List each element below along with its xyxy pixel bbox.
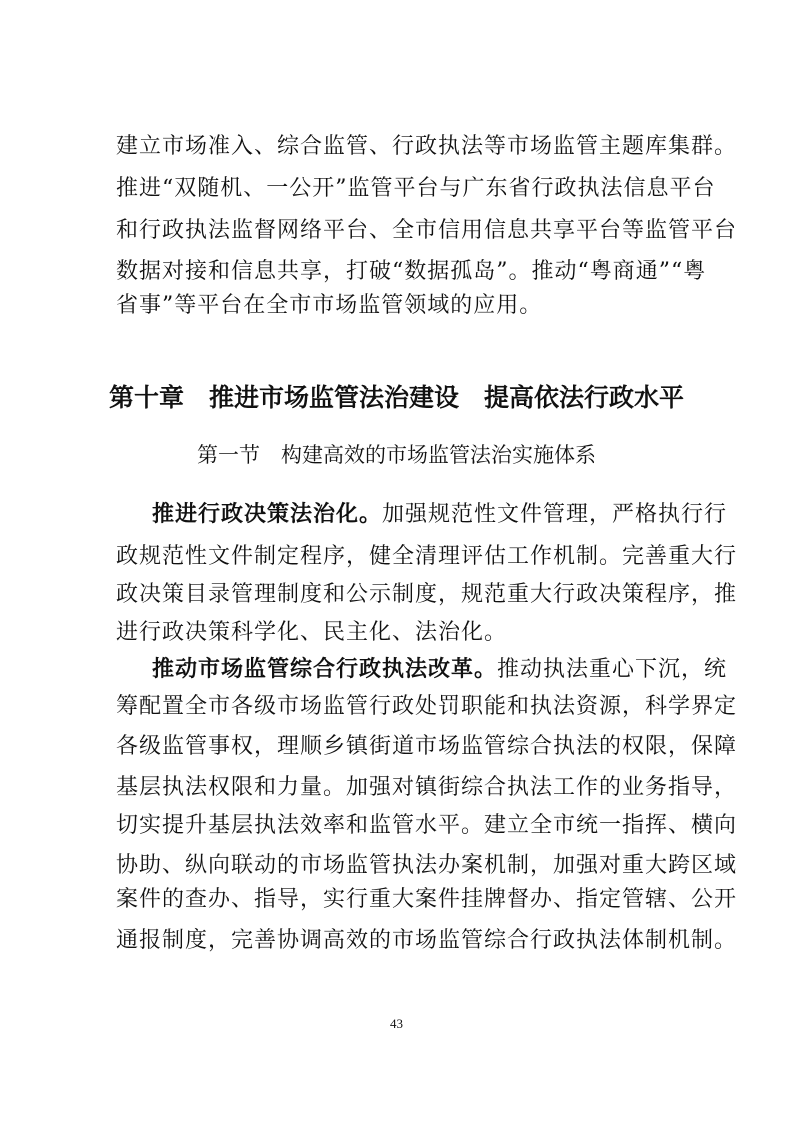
para1-line: 进行政决策科学化、民主化、法治化。 — [116, 620, 508, 645]
para2-line: 基层执法权限和力量。加强对镇街综合执法工作的业务指导， — [116, 775, 738, 800]
para2-line: 协助、纵向联动的市场监管执法办案机制，加强对重大跨区域 — [116, 853, 738, 878]
para2-first-line — [152, 656, 728, 684]
intro-line-4: 数据对接和信息共享，打破“数据孤岛”。推动“粤商通”“粤 — [116, 259, 707, 284]
para2-line: 切实提升基层执法效率和监管水平。建立全市统一指挥、横向 — [116, 813, 738, 838]
page-number: 43 — [390, 1016, 403, 1031]
para1-line: 政决策目录管理制度和公示制度，规范重大行政决策程序，推 — [116, 582, 738, 607]
para1-line: 政规范性文件制定程序，健全清理评估工作机制。完善重大行 — [116, 544, 738, 569]
intro-line-1: 建立市场准入、综合监管、行政执法等市场监管主题库集群。 — [116, 134, 738, 159]
para2-line: 案件的查办、指导，实行重大案件挂牌督办、指定管辖、公开 — [116, 887, 738, 912]
intro-line-2: 推进“双随机、一公开”监管平台与广东省行政执法信息平台 — [116, 176, 716, 201]
para2-line: 筹配置全市各级市场监管行政处罚职能和执法资源，科学界定 — [116, 694, 738, 719]
intro-line-5: 省事”等平台在全市市场监管领域的应用。 — [116, 293, 543, 318]
section-title: 第一节 构建高效的市场监管法治实施体系 — [197, 443, 596, 467]
para2-line: 通报制度，完善协调高效的市场监管综合行政执法体制机制。 — [116, 928, 738, 953]
para1-first-line — [152, 501, 728, 529]
para2-heading: 推动市场监管综合行政执法改革。 — [152, 657, 498, 682]
chapter-title: 第十章 推进市场监管法治建设 提高依法行政水平 — [108, 383, 684, 412]
intro-line-3: 和行政执法监督网络平台、全市信用信息共享平台等监管平台 — [116, 218, 738, 243]
para1-first-line-text: 加强规范性文件管理，严格执行行 — [382, 502, 728, 527]
para2-first-line-text: 推动执法重心下沉，统 — [497, 657, 728, 682]
para2-line: 各级监管事权，理顺乡镇街道市场监管综合执法的权限，保障 — [116, 734, 738, 759]
para1-heading: 推进行政决策法治化。 — [152, 502, 383, 527]
